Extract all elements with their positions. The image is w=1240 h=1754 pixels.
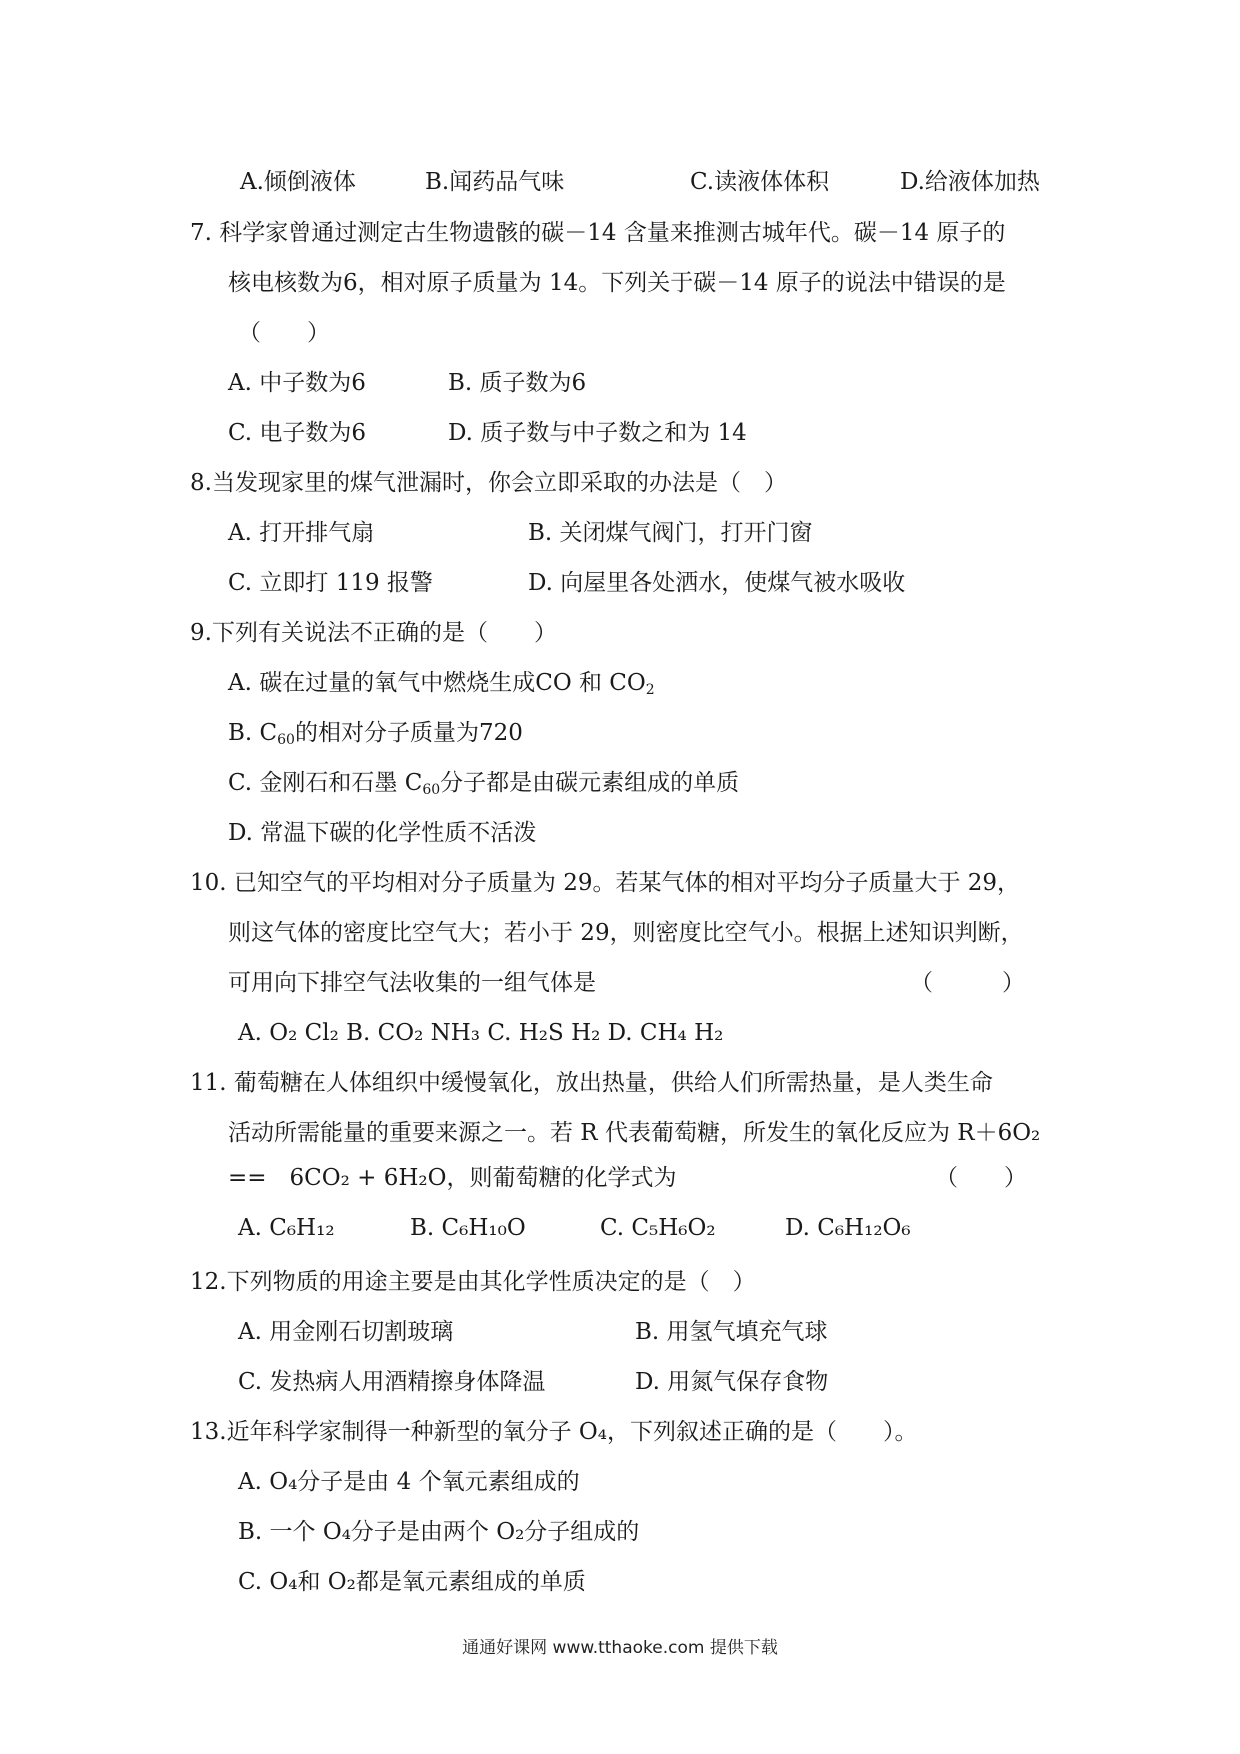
q11-stem-line1: 11. 葡萄糖在人体组织中缓慢氧化，放出热量，供给人们所需热量，是人类生命 [190,1070,993,1096]
q11-option-c: C. C₅H₆O₂ [600,1215,716,1241]
q9-stem: 9.下列有关说法不正确的是（ ） [190,620,557,646]
q12-option-b: B. 用氢气填充气球 [635,1319,828,1345]
q13-option-a: A. O₄分子是由 4 个氧元素组成的 [238,1469,580,1495]
q11-option-b: B. C₆H₁₀O [410,1215,526,1241]
q7-option-d: D. 质子数与中子数之和为 14 [448,420,747,446]
q8-option-b: B. 关闭煤气阀门，打开门窗 [528,520,813,546]
q6-option-d: D.给液体加热 [900,169,1040,195]
q8-option-d: D. 向屋里各处洒水，使煤气被水吸收 [528,570,906,596]
q8-option-c: C. 立即打 119 报警 [228,570,433,596]
q7-answer-bracket: （ ） [238,320,330,346]
q7-stem-line2: 核电核数为6，相对原子质量为 14。下列关于碳－14 原子的说法中错误的是 [228,270,1006,296]
q6-option-b: B.闻药品气味 [425,169,565,195]
q7-stem-line1: 7. 科学家曾通过测定古生物遗骸的碳－14 含量来推测古城年代。碳－14 原子的 [190,220,1006,246]
q10-answer-bracket: （ ） [910,970,1025,996]
q13-option-b: B. 一个 O₄分子是由两个 O₂分子组成的 [238,1519,640,1545]
q11-stem-line2: 活动所需能量的重要来源之一。若 R 代表葡萄糖，所发生的氧化反应为 R＋6O₂ [228,1120,1041,1146]
q7-option-c: C. 电子数为6 [228,420,367,446]
q6-option-c: C.读液体体积 [690,169,830,195]
q7-option-b: B. 质子数为6 [448,370,587,396]
q11-option-a: A. C₆H₁₂ [238,1215,335,1241]
q13-option-c: C. O₄和 O₂都是氧元素组成的单质 [238,1569,586,1595]
q10-stem-line3: 可用向下排空气法收集的一组气体是 [228,970,596,996]
q12-option-d: D. 用氮气保存食物 [635,1369,829,1395]
q11-answer-bracket: （ ） [935,1165,1027,1191]
q11-stem-line3: == 6CO₂ + 6H₂O，则葡萄糖的化学式为 [228,1165,677,1191]
q6-option-a: A.倾倒液体 [240,169,356,195]
q8-option-a: A. 打开排气扇 [228,520,375,546]
q10-stem-line2: 则这气体的密度比空气大；若小于 29，则密度比空气小。根据上述知识判断， [228,920,1024,946]
q12-option-c: C. 发热病人用酒精擦身体降温 [238,1369,546,1395]
q11-option-d: D. C₆H₁₂O₆ [785,1215,911,1241]
q10-options: A. O₂ Cl₂ B. CO₂ NH₃ C. H₂S H₂ D. CH₄ H₂ [238,1020,724,1046]
q12-option-a: A. 用金刚石切割玻璃 [238,1319,454,1345]
q7-option-a: A. 中子数为6 [228,370,366,396]
q9-option-d: D. 常温下碳的化学性质不活泼 [228,820,537,846]
q9-option-b: B. $C_{60}$的相对分子质量为720 [228,720,523,748]
q9-option-a: A. 碳在过量的氧气中燃烧生成CO 和 $CO_2$ [228,670,655,698]
q13-stem: 13.近年科学家制得一种新型的氧分子 O₄，下列叙述正确的是（ ）。 [190,1419,918,1445]
q10-stem-line1: 10. 已知空气的平均相对分子质量为 29。若某气体的相对平均分子质量大于 29， [190,870,1021,896]
q9-option-c: C. 金刚石和石墨 $C_{60}$分子都是由碳元素组成的单质 [228,770,740,798]
page-footer: 通通好课网 www.tthaoke.com 提供下载 [462,1638,778,1658]
q12-stem: 12.下列物质的用途主要是由其化学性质决定的是（ ） [190,1269,756,1295]
q8-stem: 8.当发现家里的煤气泄漏时，你会立即采取的办法是（ ） [190,470,787,496]
